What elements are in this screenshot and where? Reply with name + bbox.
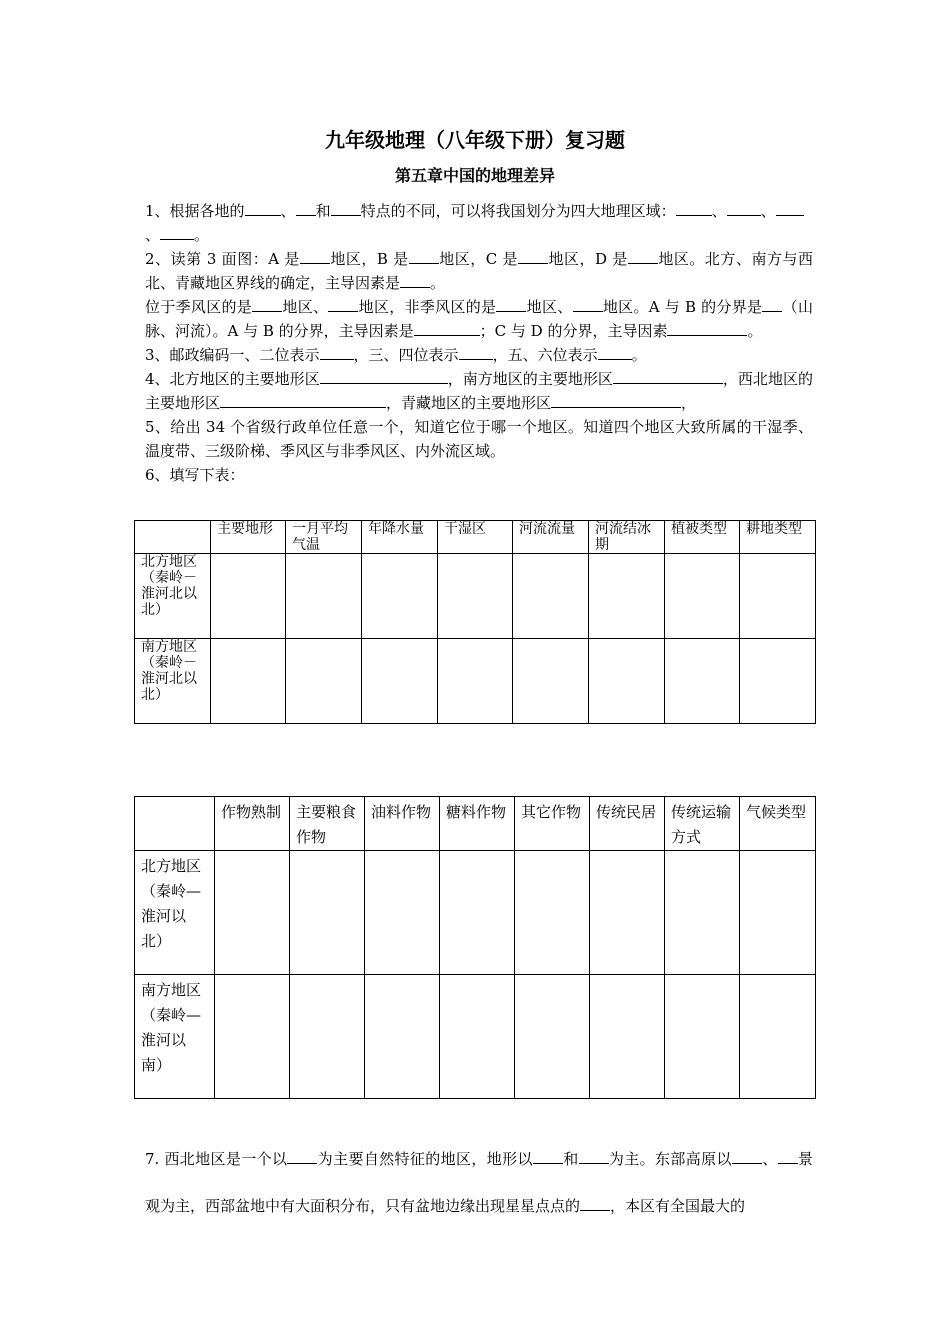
table-header-cell: 植被类型 xyxy=(665,521,740,554)
table-header-row xyxy=(135,797,816,851)
question-list xyxy=(145,199,813,487)
answer-cell[interactable] xyxy=(740,851,816,975)
table-header-cell: 气候类型 xyxy=(740,797,816,851)
answer-cell[interactable] xyxy=(589,554,665,639)
answer-cell[interactable] xyxy=(438,639,513,724)
answer-cell[interactable] xyxy=(515,851,590,975)
table-row xyxy=(135,639,816,724)
document-title: 九年级地理（八年级下册）复习题 xyxy=(325,128,625,152)
answer-cell[interactable] xyxy=(365,975,440,1099)
answer-cell[interactable] xyxy=(665,851,740,975)
answer-cell[interactable] xyxy=(286,639,362,724)
region-comparison-table-2 xyxy=(134,796,816,1099)
table-header-cell xyxy=(135,797,215,851)
question-5: 5、给出 34 个省级行政单位任意一个，知道它位于哪一个地区。知道四个地区大致所属的干湿季、温度带、三级阶梯、季风区与非季风区、内外流区域。 xyxy=(145,418,813,460)
question-7 xyxy=(145,1136,813,1230)
answer-cell[interactable] xyxy=(286,554,362,639)
table-header-cell: 主要粮食作物 xyxy=(290,797,365,851)
answer-cell[interactable] xyxy=(440,851,515,975)
table-header-cell: 一月平均气温 xyxy=(286,521,362,554)
answer-cell[interactable] xyxy=(590,851,665,975)
table-header-cell: 河流流量 xyxy=(513,521,589,554)
answer-cell[interactable] xyxy=(362,639,438,724)
table-header-cell: 河流结冰期 xyxy=(589,521,665,554)
row-label: 南方地区（秦岭－淮河北以北） xyxy=(135,639,211,724)
row-label: 北方地区（秦岭—淮河以北） xyxy=(135,851,215,975)
table-header-cell: 主要地形 xyxy=(211,521,286,554)
table-header-cell: 作物熟制 xyxy=(215,797,290,851)
question-2-continued: 位于季风区的是 地区、 地区，非季风区的是 地区、 地区。A 与 B 的分界是 （山脉、河流）。A 与 B 的分界，主导因素是 ；C 与 D 的分界，主导因素 。 xyxy=(145,298,813,340)
table-header-cell: 糖料作物 xyxy=(440,797,515,851)
answer-cell[interactable] xyxy=(211,554,286,639)
answer-cell[interactable] xyxy=(589,639,665,724)
table-row xyxy=(135,554,816,639)
answer-cell[interactable] xyxy=(740,975,816,1099)
answer-cell[interactable] xyxy=(515,975,590,1099)
answer-cell[interactable] xyxy=(740,639,816,724)
answer-cell[interactable] xyxy=(440,975,515,1099)
answer-cell[interactable] xyxy=(590,975,665,1099)
question-4: 4、北方地区的主要地形区 ，南方地区的主要地形区 ，西北地区的主要地形区 ，青藏地区的主要地形区 ， xyxy=(145,370,813,412)
answer-cell[interactable] xyxy=(665,639,740,724)
table-row xyxy=(135,851,816,975)
question-7-text: 7. 西北地区是一个以 为主要自然特征的地区，地形以 和 为主。东部高原以 、 景观为主，西部盆地中有大面积分布，只有盆地边缘出现星星点点的 ，本区有全国最大的 xyxy=(145,1150,813,1215)
answer-cell[interactable] xyxy=(665,975,740,1099)
question-3: 3、邮政编码一、二位表示 ，三、四位表示 ，五、六位表示 。 xyxy=(145,346,647,364)
table-header-cell: 其它作物 xyxy=(515,797,590,851)
answer-cell[interactable] xyxy=(362,554,438,639)
answer-cell[interactable] xyxy=(740,554,816,639)
table-header-row xyxy=(135,521,816,554)
table-header-cell: 传统运输方式 xyxy=(665,797,740,851)
table-header-cell xyxy=(135,521,211,554)
answer-cell[interactable] xyxy=(513,639,589,724)
table-header-cell: 年降水量 xyxy=(362,521,438,554)
chapter-title: 第五章中国的地理差异 xyxy=(394,166,555,185)
answer-cell[interactable] xyxy=(211,639,286,724)
answer-cell[interactable] xyxy=(290,975,365,1099)
answer-cell[interactable] xyxy=(665,554,740,639)
question-1: 1、根据各地的 、 和 特点的不同，可以将我国划分为四大地理区域： 、 、 、 。 xyxy=(145,199,813,247)
region-comparison-table-1 xyxy=(134,520,816,724)
answer-cell[interactable] xyxy=(438,554,513,639)
answer-cell[interactable] xyxy=(513,554,589,639)
answer-cell[interactable] xyxy=(215,975,290,1099)
table-header-cell: 干湿区 xyxy=(438,521,513,554)
row-label: 南方地区（秦岭—淮河以南） xyxy=(135,975,215,1099)
table-header-cell: 油料作物 xyxy=(365,797,440,851)
question-6: 6、填写下表： xyxy=(145,466,245,484)
table-header-cell: 耕地类型 xyxy=(740,521,816,554)
table-header-cell: 传统民居 xyxy=(590,797,665,851)
question-2: 2、读第 3 面图：A 是 地区，B 是 地区，C 是 地区，D 是 地区。北方、南方与西北、青藏地区界线的确定，主导因素是 。 xyxy=(145,250,813,292)
answer-cell[interactable] xyxy=(215,851,290,975)
answer-cell[interactable] xyxy=(365,851,440,975)
answer-cell[interactable] xyxy=(290,851,365,975)
table-row xyxy=(135,975,816,1099)
row-label: 北方地区（秦岭－淮河北以北） xyxy=(135,554,211,639)
